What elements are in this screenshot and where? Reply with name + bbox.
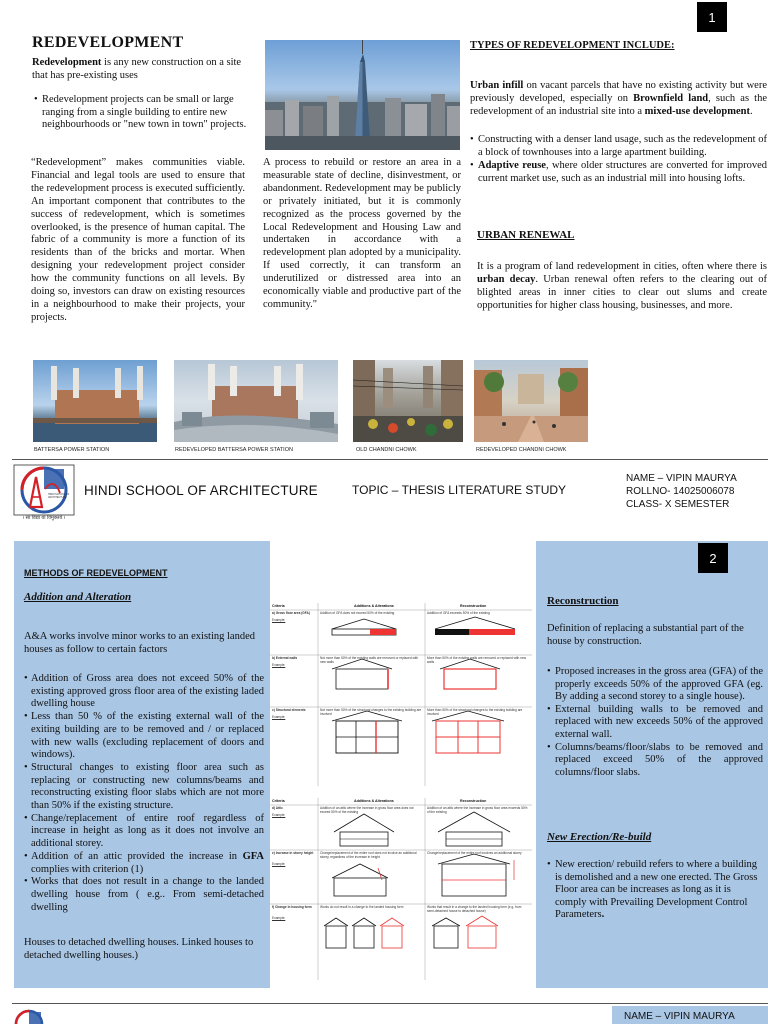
t2-row2-aa: Change/replacement of the entire roof does not involve an additional storey, regardless of the increase in height xyxy=(320,851,417,859)
old-chandni-chowk-photo xyxy=(353,360,463,442)
logo-motto: । सा विद्या या विमुक्तये । xyxy=(22,516,66,521)
t1-row1-aa: Addition of GFA does not exceed 50% of the existing xyxy=(320,611,395,615)
t1-row3-recon: More than 50% of the structural changes to the existing building are involved xyxy=(427,708,523,716)
adaptive-rest: , where older structures are converted for improved current market use, such as an industrial mill into housing lofts. xyxy=(478,159,767,184)
t2-row2-example: Example: xyxy=(272,862,286,866)
student-info xyxy=(626,472,737,511)
aa-b5-bold: GFA xyxy=(242,850,264,862)
aa-heading: Addition and Alteration xyxy=(24,591,132,603)
criteria-table-2-lines xyxy=(270,798,532,980)
old-chandni-chowk-image xyxy=(353,360,463,442)
t2-row2-recon: Change/replacement of the entire roof involves an additional storey xyxy=(427,851,522,855)
urban-infill-text3: . xyxy=(749,105,753,117)
caption-old-chandni-chowk: OLD CHANDNI CHOWK xyxy=(356,447,417,453)
student-roll: ROLLNO- 14025006078 xyxy=(626,486,735,497)
t1-col-recon: Reconstruction xyxy=(460,604,487,608)
logo-side-text: HINDI SCHOOL OF ARCHITECTURE xyxy=(48,493,70,499)
urban-infill-paragraph xyxy=(470,80,767,119)
renewal-text1: It is a program of land redevelopment in cities, often where there is xyxy=(477,261,767,272)
mixed-use-bold: mixed-use development xyxy=(644,105,750,117)
page-number-2 xyxy=(698,543,728,573)
t2-row1-aa: Addition of an attic where the increase in gross floor area does not exceed 50% of the existing xyxy=(320,806,414,814)
aa-bullet-4: • Change/replacement of entire roof regardless of increase in height as long as it does not involve an additional storey. xyxy=(24,813,264,851)
methods-heading: METHODS OF REDEVELOPMENT xyxy=(24,568,168,578)
t2-row1-recon: Addition of an attic where the increase in gross floor area exceeds 50% of the existing xyxy=(427,806,528,814)
new-text-bold: . xyxy=(601,909,605,921)
intro-bullets xyxy=(34,94,248,132)
intro-bullet-1: • Redevelopment projects can be small or large ranging from a single building to entire new neighbourhoods or "new town in town" projects. xyxy=(34,94,248,132)
aa-bullets xyxy=(24,673,264,914)
aa-bullet-5 xyxy=(24,851,264,876)
redeveloped-chandni-chowk-image xyxy=(474,360,588,442)
new-erection-bullets xyxy=(547,859,763,922)
reconstruction-bullets xyxy=(547,666,763,779)
footer-divider xyxy=(12,459,768,460)
new-erection-bullet xyxy=(547,859,763,922)
footer-2-name: NAME – VIPIN MAURYA xyxy=(624,1011,735,1022)
student-name: NAME – VIPIN MAURYA xyxy=(626,473,737,484)
school-logo xyxy=(12,463,76,525)
t2-col-recon: Reconstruction xyxy=(460,799,487,803)
t1-row3-aa: Not more than 50% of the structural changes to the existing building are involved xyxy=(320,708,422,716)
urban-infill-text1: on vacant parcels that have no existing activity but were previously developed, especially on xyxy=(470,80,767,104)
skyscraper-image xyxy=(265,40,460,150)
t1-row2-label: b) External walls xyxy=(272,656,298,660)
aa-bullet-2: • Less than 50 % of the existing external wall of the exiting building are to be removed and / or replaced with new walls (excluding replacement of doors and windows). xyxy=(24,711,264,762)
urban-infill-bold: Urban infill xyxy=(470,80,524,91)
recon-bullet-1: • Proposed increases in the gross area (GFA) of the properly exceeds 50% of the approved GFA (eg. By adding a second storey to a single house). xyxy=(547,666,763,704)
intro-paragraph xyxy=(32,56,247,82)
types-heading: TYPES OF REDEVELOPMENT INCLUDE: xyxy=(470,40,675,51)
t2-row3-recon: Works that result in a change to the landed housing form (e.g. from semi-detached house to detached house) xyxy=(427,905,522,913)
criteria-table-2 xyxy=(270,798,532,980)
page-number-text: 1 xyxy=(708,9,716,25)
t1-row2-recon: More than 50% of the existing walls are removed or replaced with new walls xyxy=(427,656,527,664)
t1-row3-label: c) Structural elements xyxy=(272,708,306,712)
recon-bullet-2: • External building walls to be removed and replaced with new exceeds 50% of the approved external wall. xyxy=(547,704,763,742)
t1-row3-example: Example: xyxy=(272,715,286,719)
school-logo-2 xyxy=(14,1006,44,1024)
t1-col-aa: Additions & Alterations xyxy=(354,604,394,608)
aa-intro: A&A works involve minor works to an existing landed houses as follow to certain factors xyxy=(24,631,255,655)
urban-renewal-heading: URBAN RENEWAL xyxy=(477,229,575,241)
t2-row3-label: f) Change in housing form xyxy=(272,905,312,909)
student-class: CLASS- X SEMESTER xyxy=(626,499,730,510)
aa-b5-pre: Addition of an attic provided the increase in xyxy=(31,850,243,862)
school-logo-2-icon xyxy=(14,1006,44,1024)
aa-b5-post: complies with criterion (1) xyxy=(31,863,144,875)
aa-bullet-6: • Works that does not result in a change to the landed dwelling house from ( e.g.. From semi-detached dwelling xyxy=(24,876,264,914)
type-bullet-denser: • Constructing with a denser land usage, such as the redevelopment of a block of townhouses into a large apartment building. xyxy=(470,134,767,160)
page-title: REDEVELOPMENT xyxy=(32,34,184,51)
criteria-table-1 xyxy=(270,603,532,786)
urban-decay-bold: urban decay xyxy=(477,273,536,285)
t1-row2-aa: Not more than 50% of the existing walls are removed or replaced with new walls xyxy=(320,656,419,664)
t2-row1-example: Example: xyxy=(272,813,286,817)
adaptive-bold: Adaptive reuse xyxy=(478,159,546,171)
caption-redeveloped-battersea: REDEVELOPED BATTERSA POWER STATION xyxy=(175,447,293,453)
t1-row1-label: a) Gross floor area (GFA) xyxy=(272,611,310,615)
t1-col-criteria: Criteria xyxy=(272,604,285,608)
t1-row1-recon: Addition of GFA exceeds 50% of the existing xyxy=(427,611,490,615)
page-number-1 xyxy=(697,2,727,32)
skyscraper-photo xyxy=(265,40,460,150)
t2-row3-example: Example: xyxy=(272,916,286,920)
criteria-table-1-lines xyxy=(270,603,532,786)
battersea-image xyxy=(33,360,157,442)
battersea-photo xyxy=(33,360,157,442)
t2-col-aa: Additions & Alterations xyxy=(354,799,394,803)
intro-rest: is any new construction on a site that has pre-existing uses xyxy=(32,57,242,81)
t1-row1-example: Example: xyxy=(272,618,286,622)
t1-row2-example: Example: xyxy=(272,663,286,667)
aa-tail: Houses to detached dwelling houses. Linked houses to detached dwelling houses.) xyxy=(24,937,254,961)
recon-bullet-3: • Columns/beams/floor/slabs to be removed and replaced exceed 50% of the approved columns/floor slabs. xyxy=(547,742,763,780)
school-name: HINDI SCHOOL OF ARCHITECTURE xyxy=(84,483,318,498)
t2-row1-label: d) Attic xyxy=(272,806,283,810)
t2-row3-aa: Works do not result in a change to the landed housing form xyxy=(320,905,404,909)
left-paragraph: “Redevelopment” makes communities viable. Financial and legal tools are used to ensure that the redevelopment process is executed sufficiently. An important component that contributes to the success of redevelopment, which is sometimes overlooked, is the presence of human capital. The fabric of a community is more a function of its residents than of the bricks and mortar. When designing your redevelopment project consider how the community functions on all levels. By doing so, investors can draw on existing resources in a neighbourhood to make their projects, your projects. xyxy=(31,157,245,323)
page-number-2-text: 2 xyxy=(709,550,717,566)
t2-row2-label: e) Increase in storey height xyxy=(272,851,314,855)
urban-renewal-paragraph xyxy=(477,261,767,313)
reconstruction-definition: Definition of replacing a substantial part of the house by construction. xyxy=(547,623,744,647)
types-bullets xyxy=(470,134,767,186)
type-bullet-adaptive xyxy=(470,160,767,186)
aa-bullet-1: • Addition of Gross area does not exceed 50% of the existing approved gross floor area of the existing laded dwelling house xyxy=(24,673,264,711)
footer-divider-2 xyxy=(12,1003,768,1004)
redeveloped-battersea-image xyxy=(174,360,338,442)
caption-redeveloped-chandni-chowk: REDEVELOPED CHANDNI CHOWK xyxy=(476,447,567,453)
topic-title: TOPIC – THESIS LITERATURE STUDY xyxy=(352,483,567,497)
redeveloped-chandni-chowk-photo xyxy=(474,360,588,442)
new-erection-heading: New Erection/Re-build xyxy=(547,831,652,843)
reconstruction-heading: Reconstruction xyxy=(547,595,619,607)
caption-battersea: BATTERSA POWER STATION xyxy=(34,447,110,453)
brownfield-bold: Brownfield land xyxy=(633,92,709,104)
t2-col-criteria: Criteria xyxy=(272,799,285,803)
aa-bullet-3: • Structural changes to existing floor area such as replacing or constructing new columns/beams and reconstructing existing floor slabs which are not more than 50% if the existing structure. xyxy=(24,762,264,813)
renewal-text2: . Urban renewal often refers to the clearing out of blighted areas in inner cities to clear out slums and create opportunities for higher class housing, businesses, and more. xyxy=(477,273,767,311)
urban-infill-text2: , such as the redevelopment of an industrial site into a xyxy=(470,92,767,117)
intro-bold: Redevelopment xyxy=(32,57,102,68)
new-text-pre: New erection/ rebuild refers to where a building is demolished and a new one erected. The Gross Floor area can be increases as long as it is comply with Prevailing Development Control Parameters xyxy=(555,859,758,921)
redeveloped-battersea-photo xyxy=(174,360,338,442)
middle-paragraph: A process to rebuild or restore an area in a measurable state of decline, disinvestment, or abandonment. Redevelopment may be publicly or privately initiated, but it is commonly recognized as the process governed by the Local Redevelopment and Housing Law and undertaken in accordance with a redevelopment plan adopted by a municipality. If used correctly, it can transform an underutilized or distressed area into an economically viable and productive part of the community." xyxy=(263,157,461,310)
